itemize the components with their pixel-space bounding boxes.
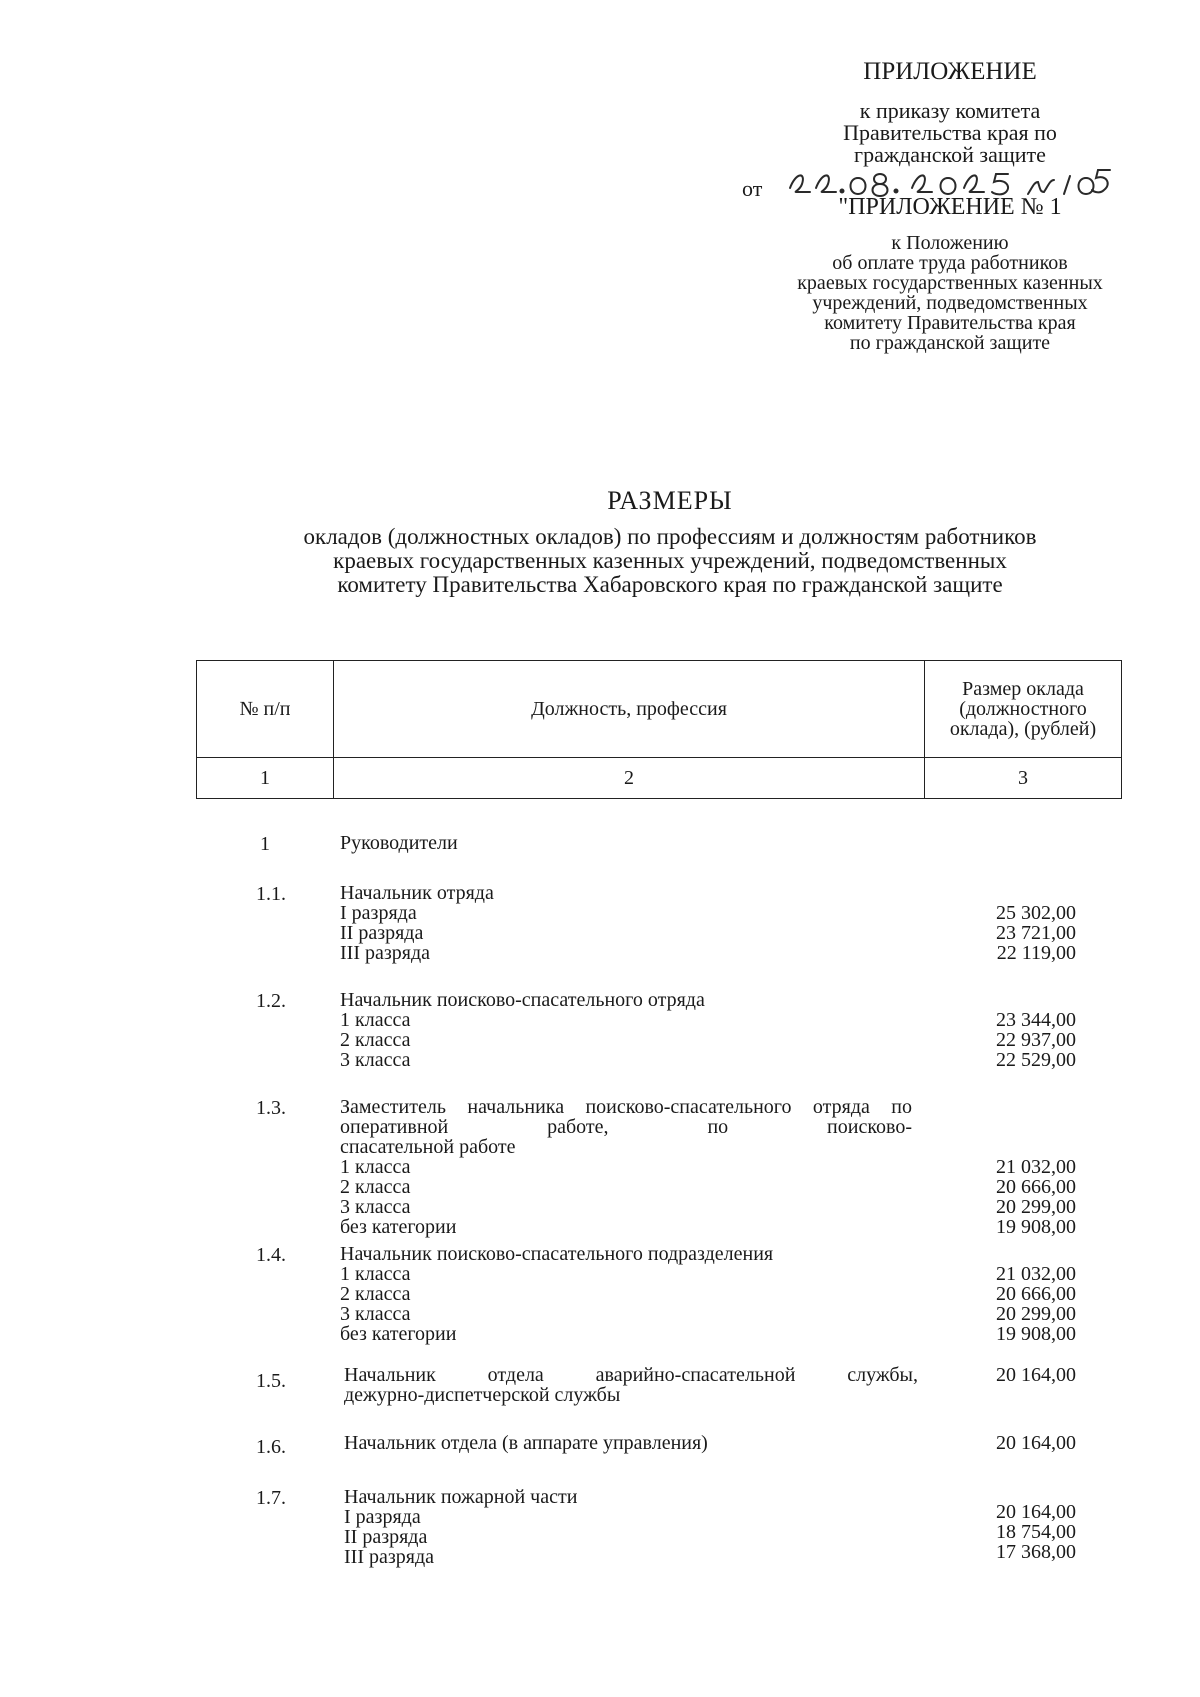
col-header-salary: [925, 661, 1122, 758]
position-line: 1 класса: [340, 1156, 411, 1178]
position-line: 3 класса: [340, 1196, 411, 1218]
position-line: 1 класса: [340, 1263, 411, 1285]
order-line: к приказу комитета: [859, 98, 1041, 123]
document-title: РАЗМЕРЫ: [607, 486, 733, 515]
position-line: III разряда: [344, 1546, 435, 1568]
col-header-number: № п/п: [197, 661, 334, 758]
position-line: 1 класса: [340, 1009, 411, 1031]
salary-value: 20 666,00: [996, 1283, 1076, 1305]
position-line-justified: Начальник отдела аварийно-спасательной службы,: [344, 1364, 918, 1386]
row-salaries: [936, 1502, 1076, 1562]
salary-value: 22 529,00: [996, 1049, 1076, 1071]
salary-value: 20 164,00: [996, 1501, 1076, 1523]
date-prefix: от: [742, 176, 763, 201]
salary-value: 19 908,00: [996, 1216, 1076, 1238]
salary-value: 23 344,00: [996, 1009, 1076, 1031]
regulation-line: комитету Правительства края: [824, 312, 1076, 334]
position-line: III разряда: [340, 942, 431, 964]
row-position: [340, 990, 920, 1070]
salary-table-header: [196, 660, 1122, 799]
subtitle-line: краевых государственных казенных учреждений, подведомственных: [333, 548, 1007, 573]
salary-value: 18 754,00: [996, 1521, 1076, 1543]
salary-value: 17 368,00: [996, 1541, 1076, 1563]
position-line: 2 класса: [340, 1283, 411, 1305]
regulation-line: к Положению: [891, 232, 1009, 254]
regulation-line: об оплате труда работников: [832, 252, 1068, 274]
order-line: Правительства края по: [843, 120, 1057, 145]
col-header-salary-line: оклада), (рублей): [949, 718, 1097, 740]
salary-value: 25 302,00: [996, 902, 1076, 924]
salary-value: 23 721,00: [996, 922, 1076, 944]
salary-value: 19 908,00: [996, 1323, 1076, 1345]
position-line: без категории: [340, 1216, 457, 1238]
row-salaries: [936, 1010, 1076, 1070]
order-line: гражданской защите: [854, 142, 1046, 167]
regulation-line: по гражданской защите: [849, 332, 1051, 354]
position-line: спасательной работе: [340, 1136, 516, 1158]
salary-value: 20 164,00: [996, 1432, 1076, 1454]
appendix-title: ПРИЛОЖЕНИЕ: [863, 58, 1037, 85]
position-line: Начальник пожарной части: [344, 1486, 578, 1508]
position-line: Руководители: [340, 832, 458, 854]
position-line: Начальник поисково-спасательного отряда: [340, 989, 705, 1011]
row-number: 1.3.: [256, 1097, 286, 1119]
position-line: 2 класса: [340, 1176, 411, 1198]
row-salaries: [936, 903, 1076, 963]
row-salaries: [936, 1433, 1076, 1453]
row-position: [344, 1365, 918, 1405]
salary-value: 22 937,00: [996, 1029, 1076, 1051]
order-reference: [780, 100, 1120, 166]
row-number: 1.4.: [256, 1244, 286, 1266]
row-position: [340, 833, 920, 853]
row-salaries: [936, 1365, 1076, 1385]
col-number-2: 2: [334, 758, 925, 799]
row-number: 1.2.: [256, 990, 286, 1012]
col-number-3: 3: [925, 758, 1122, 799]
salary-value: 22 119,00: [996, 942, 1076, 964]
row-salaries: [936, 1157, 1076, 1237]
row-number: 1: [260, 833, 270, 855]
row-salaries: [936, 1264, 1076, 1344]
position-line: 3 класса: [340, 1303, 411, 1325]
salary-value: 21 032,00: [996, 1156, 1076, 1178]
position-line: Начальник поисково-спасательного подразделения: [340, 1243, 774, 1265]
regulation-line: краевых государственных казенных: [797, 272, 1103, 294]
subtitle-line: комитету Правительства Хабаровского края по гражданской защите: [337, 572, 1003, 597]
regulation-reference: [740, 233, 1160, 353]
col-header-salary-line: Размер оклада: [962, 678, 1084, 700]
col-header-position: Должность, профессия: [334, 661, 925, 758]
position-line: I разряда: [340, 902, 417, 924]
position-line: без категории: [340, 1323, 457, 1345]
salary-value: 20 299,00: [996, 1196, 1076, 1218]
row-number: 1.6.: [256, 1436, 286, 1458]
row-position: [340, 883, 920, 963]
row-number: 1.1.: [256, 883, 286, 905]
position-line: дежурно-диспетчерской службы: [344, 1384, 621, 1406]
row-number: 1.5.: [256, 1370, 286, 1392]
position-line: I разряда: [344, 1506, 421, 1528]
subtitle-line: окладов (должностных окладов) по профессиям и должностям работников: [303, 524, 1037, 549]
row-position: [340, 1097, 912, 1237]
position-line: 2 класса: [340, 1029, 411, 1051]
position-line: Начальник отряда: [340, 882, 494, 904]
row-position: [344, 1487, 924, 1567]
salary-value: 20 164,00: [996, 1364, 1076, 1386]
row-number: 1.7.: [256, 1487, 286, 1509]
position-line: II разряда: [344, 1526, 428, 1548]
salary-value: 21 032,00: [996, 1263, 1076, 1285]
document-subtitle: [200, 525, 1140, 597]
regulation-line: учреждений, подведомственных: [812, 292, 1088, 314]
position-line-justified: Заместитель начальника поисково-спасательного отряда по оперативной работе, по поисково-: [340, 1096, 912, 1138]
row-position: [344, 1433, 924, 1453]
appendix-number: "ПРИЛОЖЕНИЕ № 1: [838, 194, 1062, 220]
position-line: II разряда: [340, 922, 424, 944]
salary-value: 20 666,00: [996, 1176, 1076, 1198]
col-number-1: 1: [197, 758, 334, 799]
row-position: [340, 1244, 920, 1344]
position-line: Начальник отдела (в аппарате управления): [344, 1432, 708, 1454]
col-header-salary-line: (должностного: [959, 698, 1087, 720]
salary-value: 20 299,00: [996, 1303, 1076, 1325]
position-line: 3 класса: [340, 1049, 411, 1071]
